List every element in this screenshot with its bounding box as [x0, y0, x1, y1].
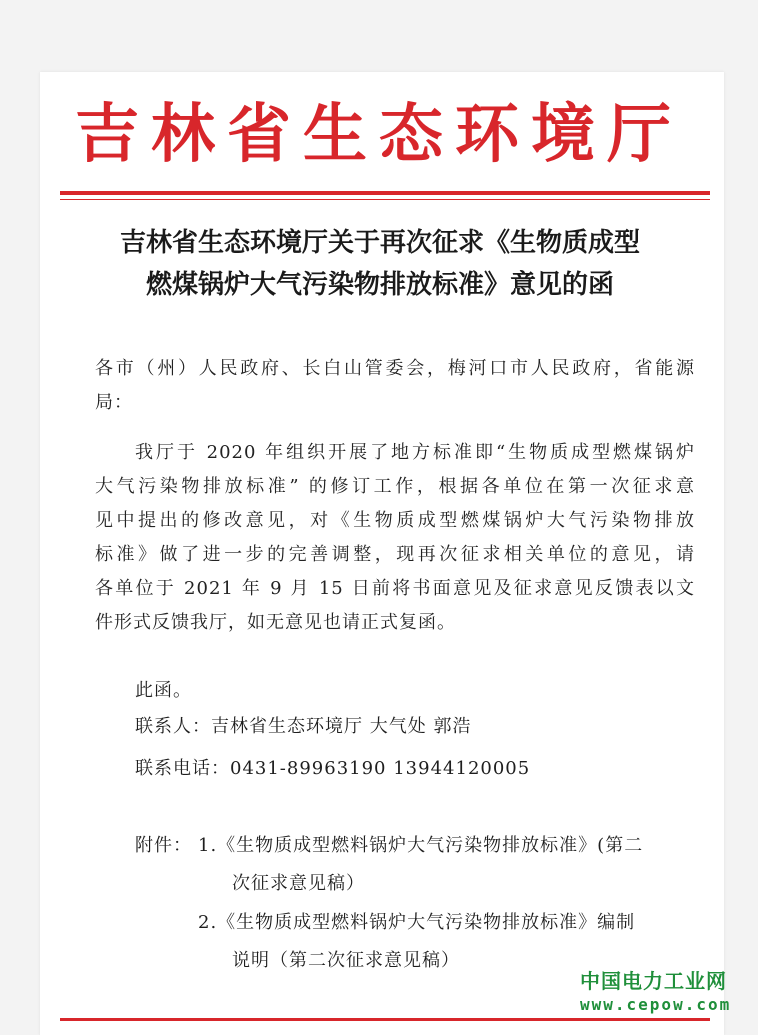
letterhead-rule-thin	[60, 199, 710, 200]
footer-rule	[60, 1018, 710, 1021]
recipients	[95, 352, 695, 420]
body-paragraph	[95, 436, 695, 640]
attachment-2-line-2: 说明（第二次征求意见稿）	[232, 950, 460, 971]
body-line-3: 见中提出的修改意见，对《生物质成型燃煤锅炉大气污染物排放	[95, 510, 695, 531]
letterhead-agency-name: 吉林省生态环境厅	[75, 97, 683, 172]
recipients-line-2: 局：	[95, 392, 133, 413]
recipients-line-1: 各市（州）人民政府、长白山管委会，梅河口市人民政府，省能源	[95, 358, 695, 379]
body-line-6: 件形式反馈我厅，如无意见也请正式复函。	[95, 612, 456, 633]
closing-phrase: 此函。	[135, 680, 192, 701]
body-line-1: 我厅于 2020 年组织开展了地方标准即“生物质成型燃煤锅炉	[135, 442, 695, 463]
document-title-line-1: 吉林省生态环境厅关于再次征求《生物质成型	[119, 228, 640, 258]
attachment-2-line-1: 2.《生物质成型燃料锅炉大气污染物排放标准》编制	[198, 912, 636, 933]
body-line-5: 各单位于 2021 年 9 月 15 日前将书面意见及征求意见反馈表以文	[95, 578, 695, 599]
watermark-site-name: 中国电力工业网	[580, 969, 727, 993]
document-title	[60, 222, 700, 306]
letterhead-rule-thick	[60, 191, 710, 195]
watermark-url: www.cepow.com	[580, 995, 732, 1014]
attachment-1-line-1: 1.《生物质成型燃料锅炉大气污染物排放标准》(第二	[198, 835, 644, 856]
body-line-2: 大气污染物排放标准” 的修订工作，根据各单位在第一次征求意	[95, 476, 695, 497]
body-line-4: 标准》做了进一步的完善调整，现再次征求相关单位的意见，请	[95, 544, 695, 565]
document-title-line-2: 燃煤锅炉大气污染物排放标准》意见的函	[145, 270, 614, 300]
attachment-1-line-2: 次征求意见稿）	[232, 873, 365, 894]
contact-phone: 联系电话：0431-89963190 13944120005	[135, 758, 531, 779]
contact-person: 联系人：吉林省生态环境厅 大气处 郭浩	[135, 716, 472, 737]
attachments-label: 附件：	[135, 835, 192, 856]
